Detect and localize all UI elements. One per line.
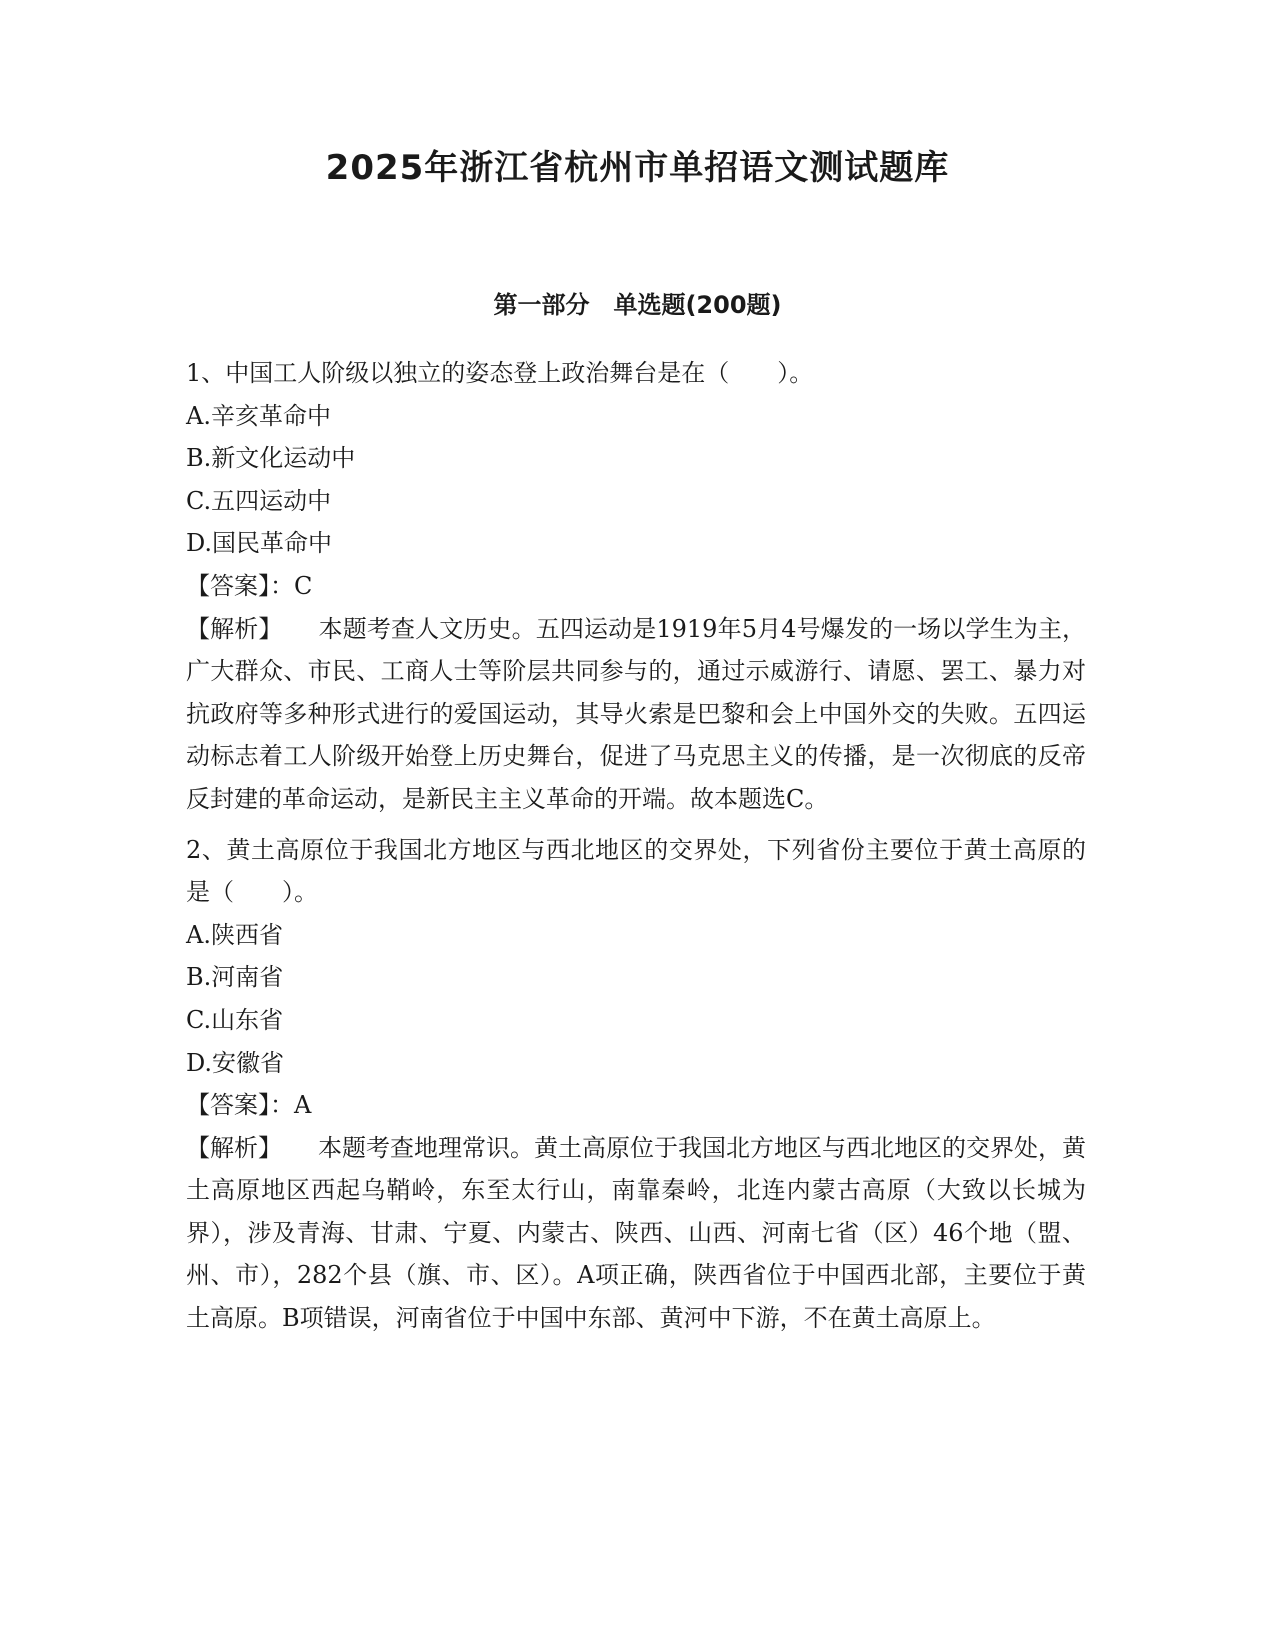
answer-label: 【答案】： [186, 571, 294, 600]
answer-value: C [294, 571, 313, 600]
analysis-label: 【解析】 [186, 1133, 282, 1162]
question-stem: 1、中国工人阶级以独立的姿态登上政治舞台是在（ ）。 [186, 359, 814, 387]
section-title: 第一部分 单选题(200题) [493, 291, 782, 319]
answer-value: A [294, 1091, 312, 1120]
option-d: D.国民革命中 [186, 529, 333, 558]
option-b: B.新文化运动中 [186, 444, 356, 473]
option-d: D.安徽省 [186, 1048, 285, 1077]
answer-line [186, 1084, 1086, 1127]
option-c: C.山东省 [186, 1005, 284, 1034]
analysis-text: 本题考查人文历史。五四运动是1919年5月4号爆发的一场以学生为主，广大群众、市民、工商人士等阶层共同参与的，通过示威游行、请愿、罢工、暴力对抗政府等多种形式进行的爱国运动，其导火索是巴黎和会上中国外交的失败。五四运动标志着工人阶级开始登上历史舞台，促进了马克思主义的传播，是一次彻底的反帝反封建的革命运动，是新民主主义革命的开端。故本题选C。 [186, 614, 1086, 813]
option-b: B.河南省 [186, 963, 284, 992]
answer-label: 【答案】： [186, 1091, 294, 1120]
answer-line [186, 565, 1086, 608]
analysis-text: 本题考查地理常识。黄土高原位于我国北方地区与西北地区的交界处，黄土高原地区西起乌鞘岭，东至太行山，南靠秦岭，北连内蒙古高原（大致以长城为界），涉及青海、甘肃、宁夏、内蒙古、陕西、山西、河南七省（区）46个地（盟、州、市），282个县（旗、市、区）。A项正确，陕西省位于中国西北部，主要位于黄土高原。B项错误，河南省位于中国中东部、黄河中下游，不在黄土高原上。 [186, 1133, 1086, 1333]
option-a: A.陕西省 [186, 920, 283, 949]
document-title: 2025年浙江省杭州市单招语文测试题库 [325, 148, 950, 188]
analysis-paragraph [186, 1127, 1086, 1340]
analysis-paragraph [186, 608, 1086, 821]
question-item [186, 829, 1086, 1340]
analysis-label: 【解析】 [186, 614, 283, 643]
option-a: A.辛亥革命中 [186, 401, 331, 430]
question-stem: 2、黄土高原位于我国北方地区与西北地区的交界处，下列省份主要位于黄土高原的是（ ）。 [186, 835, 1086, 907]
option-c: C.五四运动中 [186, 486, 332, 515]
question-item [186, 352, 1086, 821]
question-list [186, 352, 1086, 1348]
